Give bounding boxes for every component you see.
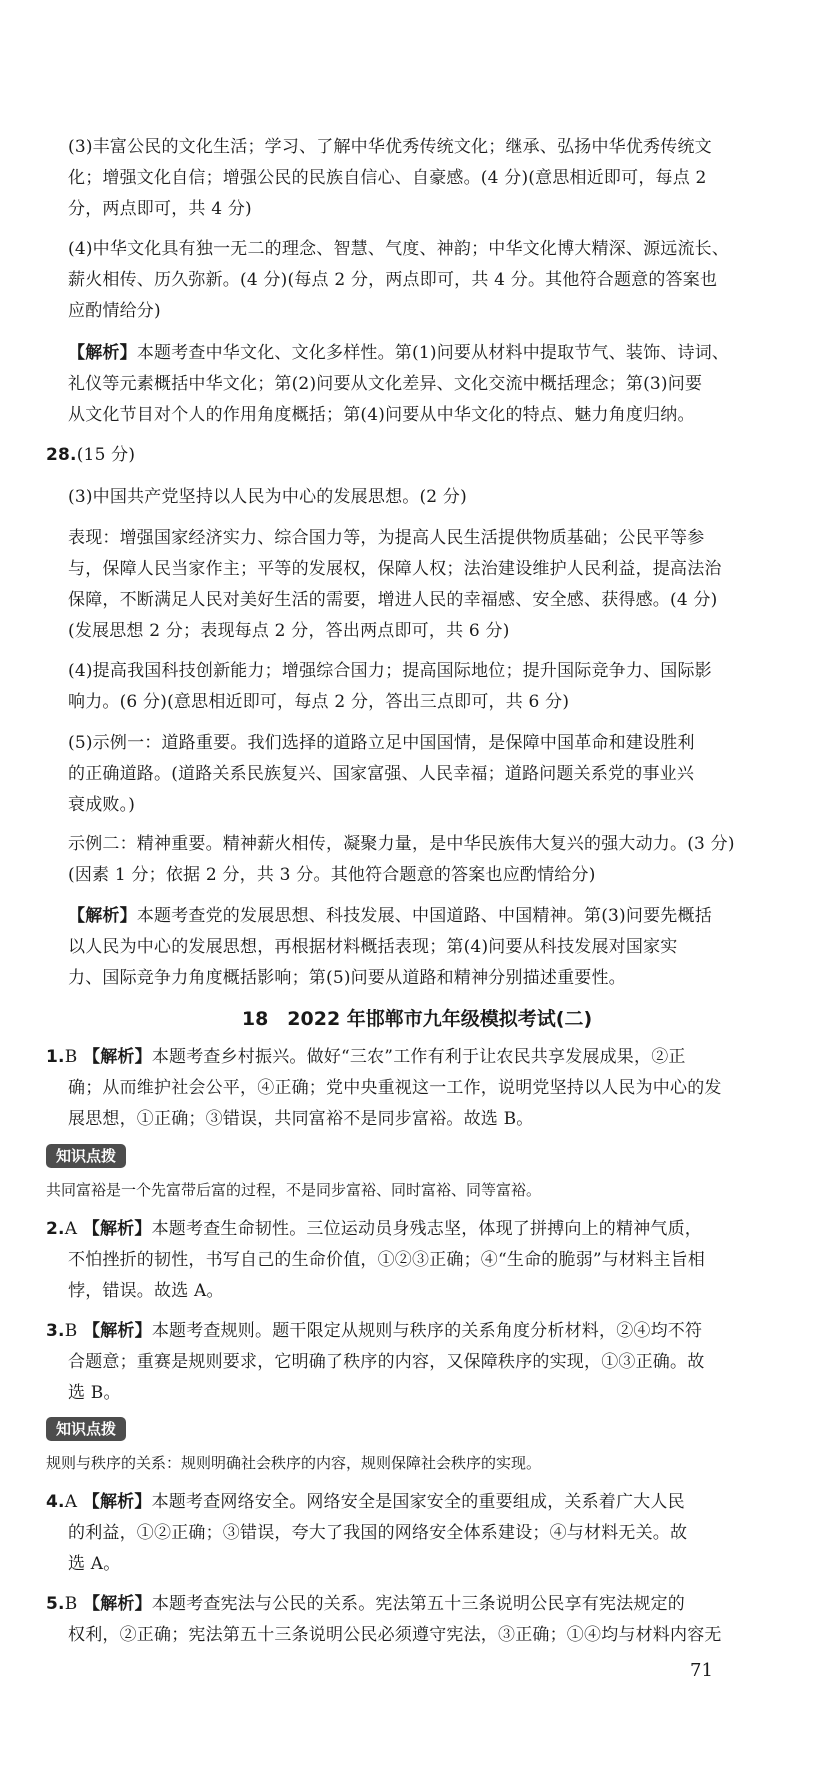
question-28-header: 28.(15 分) [46, 445, 136, 465]
text-line: 力、国际竞争力角度概括影响；第(5)问要从道路和精神分别描述重要性。 [68, 968, 626, 988]
text-line: (3)丰富公民的文化生活；学习、了解中华优秀传统文化；继承、弘扬中华优秀传统文 [68, 137, 712, 157]
text-line: 化；增强文化自信；增强公民的民族自信心、自豪感。(4 分)(意思相近即可，每点 2 [68, 168, 707, 188]
text-line: (发展思想 2 分；表现每点 2 分，答出两点即可，共 6 分) [68, 621, 510, 641]
text-line: 应酌情给分) [68, 301, 161, 321]
text-line: (4)中华文化具有独一无二的理念、智慧、气度、神韵；中华文化博大精深、源远流长、 [68, 239, 730, 259]
text-line: 薪火相传、历久弥新。(4 分)(每点 2 分，两点即可，共 4 分。其他符合题意的答案也 [68, 270, 718, 290]
text-line: 的正确道路。(道路关系民族复兴、国家富强、人民幸福；道路问题关系党的事业兴 [68, 764, 695, 784]
text-line: (3)中国共产党坚持以人民为中心的发展思想。(2 分) [68, 487, 467, 507]
text-line: 表现：增强国家经济实力、综合国力等，为提高人民生活提供物质基础；公民平等参 [68, 528, 705, 548]
text-line: 响力。(6 分)(意思相近即可，每点 2 分，答出三点即可，共 6 分) [68, 692, 570, 712]
text-line: 悖，错误。故选 A。 [68, 1281, 224, 1301]
text-line: 选 A。 [68, 1554, 121, 1574]
question-1: 1.B 【解析】本题考查乡村振兴。做好“三农”工作有利于让农民共享发展成果，②正 [46, 1047, 686, 1067]
question-5: 5.B 【解析】本题考查宪法与公民的关系。宪法第五十三条说明公民享有宪法规定的 [46, 1594, 686, 1614]
analysis-line: 【解析】本题考查党的发展思想、科技发展、中国道路、中国精神。第(3)问要先概括 [68, 906, 712, 926]
text-line: 合题意；重赛是规则要求，它明确了秩序的内容，又保障秩序的实现，①③正确。故 [68, 1352, 705, 1372]
text-line: 以人民为中心的发展思想，再根据材料概括表现；第(4)问要从科技发展对国家实 [68, 937, 678, 957]
text-line: 衰成败。) [68, 795, 136, 815]
text-line: 与，保障人民当家作主；平等的发展权，保障人权；法治建设维护人民利益，提高法治 [68, 559, 722, 579]
knowledge-tip-badge: 知识点拨 [46, 1144, 126, 1168]
text-line: (因素 1 分；依据 2 分，共 3 分。其他符合题意的答案也应酌情给分) [68, 865, 596, 885]
knowledge-tip-text: 共同富裕是一个先富带后富的过程，不是同步富裕、同时富裕、同等富裕。 [46, 1181, 542, 1199]
text-line: 分，两点即可，共 4 分) [68, 199, 252, 219]
text-line: 不怕挫折的韧性，书写自己的生命价值，①②③正确；④“生命的脆弱”与材料主旨相 [68, 1250, 705, 1270]
question-3: 3.B 【解析】本题考查规则。题干限定从规则与秩序的关系角度分析材料，②④均不符 [46, 1321, 703, 1341]
text-line: 权利，②正确；宪法第五十三条说明公民必须遵守宪法，③正确；①④均与材料内容无 [68, 1625, 722, 1645]
text-line: 的利益，①②正确；③错误，夸大了我国的网络安全体系建设；④与材料无关。故 [68, 1523, 688, 1543]
text-line: (5)示例一：道路重要。我们选择的道路立足中国国情，是保障中国革命和建设胜利 [68, 733, 695, 753]
text-line: 礼仪等元素概括中华文化；第(2)问要从文化差异、文化交流中概括理念；第(3)问要 [68, 374, 703, 394]
text-line: 保障，不断满足人民对美好生活的需要，增进人民的幸福感、安全感、获得感。(4 分) [68, 590, 718, 610]
text-line: (4)提高我国科技创新能力；增强综合国力；提高国际地位；提升国际竞争力、国际影 [68, 661, 712, 681]
knowledge-tip-text: 规则与秩序的关系：规则明确社会秩序的内容，规则保障社会秩序的实现。 [46, 1454, 542, 1472]
text-line: 示例二：精神重要。精神薪火相传，凝聚力量，是中华民族伟大复兴的强大动力。(3 分) [68, 834, 735, 854]
page-number: 71 [690, 1660, 713, 1681]
text-line: 选 B。 [68, 1383, 121, 1403]
question-2: 2.A 【解析】本题考查生命韧性。三位运动员身残志坚，体现了拼搏向上的精神气质， [46, 1219, 702, 1239]
text-line: 从文化节目对个人的作用角度概括；第(4)问要从中华文化的特点、魅力角度归纳。 [68, 405, 695, 425]
text-line: 确；从而维护社会公平，④正确；党中央重视这一工作，说明党坚持以人民为中心的发 [68, 1078, 722, 1098]
text-line: 展思想，①正确；③错误，共同富裕不是同步富裕。故选 B。 [68, 1109, 534, 1129]
question-4: 4.A 【解析】本题考查网络安全。网络安全是国家安全的重要组成，关系着广大人民 [46, 1492, 685, 1512]
knowledge-tip-badge: 知识点拨 [46, 1417, 126, 1441]
analysis-line: 【解析】本题考查中华文化、文化多样性。第(1)问要从材料中提取节气、装饰、诗词、 [68, 343, 730, 363]
section-title: 18 2022 年邯郸市九年级模拟考试(二) [241, 1008, 593, 1030]
